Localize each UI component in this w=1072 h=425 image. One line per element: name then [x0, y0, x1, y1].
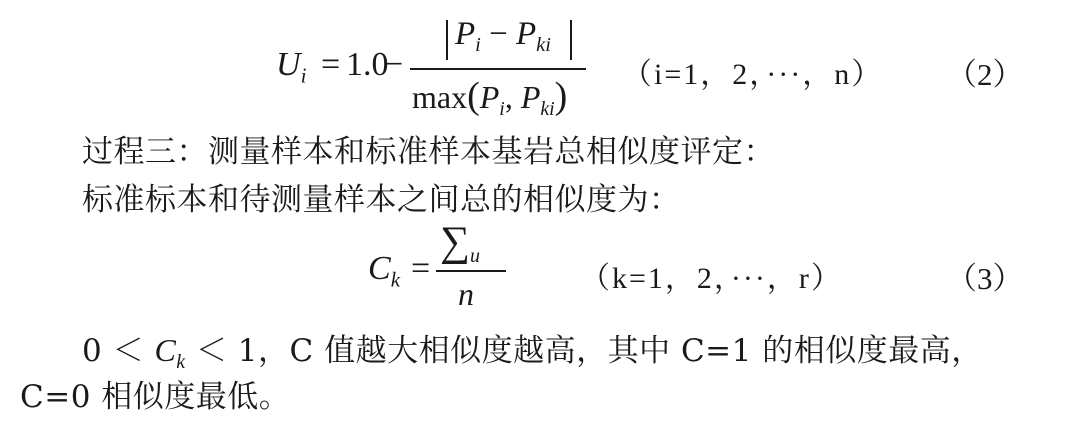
eq2-den-comma: , [504, 79, 513, 115]
eq2-fraction-bar [410, 68, 586, 70]
para-ck-sub: k [176, 350, 186, 373]
eq2-minus: − [384, 46, 404, 83]
eq3-fraction-bar [436, 270, 506, 272]
intro-text: 标准标本和待测量样本之间总的相似度为： [82, 182, 681, 218]
eq3-lhs [368, 250, 400, 292]
eq2-abs-left-bar [446, 20, 448, 60]
eq3-numerator [440, 218, 480, 268]
eq2-den-p-sub: i [499, 97, 505, 120]
eq2-num-pk: P [515, 16, 537, 52]
eq2-numerator [455, 16, 551, 57]
eq2-den-pk-sub: ki [540, 97, 555, 120]
eq2-lhs-sub: i [300, 63, 307, 88]
eq2-den-close-paren: ) [554, 75, 568, 117]
eq3-number: （3） [946, 261, 1024, 296]
eq2-num-p-sub: i [475, 34, 481, 57]
para-ck [154, 332, 186, 373]
eq2-equals: = [321, 46, 341, 83]
eq2-num-minus: − [489, 16, 508, 52]
eq2-number: （2） [946, 57, 1024, 92]
eq3-equals: = [411, 250, 431, 287]
eq2-one: 1.0 [346, 46, 389, 83]
eq2-num-p: P [455, 16, 476, 52]
eq2-condition: （i=1，2，···，n） [622, 58, 884, 91]
para-line1-b: ＜ 1，C 值越大相似度越高，其中 C=1 的相似度最高， [195, 333, 983, 369]
eq3-lhs-sub: k [390, 267, 401, 292]
process-heading: 过程三：测量样本和标准样本基岩总相似度评定： [82, 134, 775, 170]
eq2-den-max: max [412, 79, 468, 115]
eq2-num-pk-sub: ki [536, 34, 551, 57]
eq2-lhs-var: U [276, 46, 301, 83]
eq3-lhs-var: C [368, 250, 391, 287]
eq3-sum-sub: u [469, 245, 480, 267]
eq2-abs-right-bar [570, 20, 572, 60]
eq3-denominator: n [458, 276, 474, 312]
eq3-condition: （k=1，2，···，r） [580, 262, 843, 295]
para-line1-a: 0 ＜ [82, 333, 145, 369]
eq2-den-p: P [479, 79, 500, 115]
eq2-lhs [276, 46, 306, 88]
eq2-den-pk: P [520, 79, 541, 115]
eq3-sum-symbol: ∑ [440, 219, 470, 265]
para-line-2: C=0 相似度最低。 [20, 379, 291, 415]
eq2-den-open-paren: ( [467, 75, 480, 117]
para-line-1 [82, 325, 983, 374]
eq2-denominator [412, 74, 567, 121]
para-ck-var: C [154, 332, 177, 368]
